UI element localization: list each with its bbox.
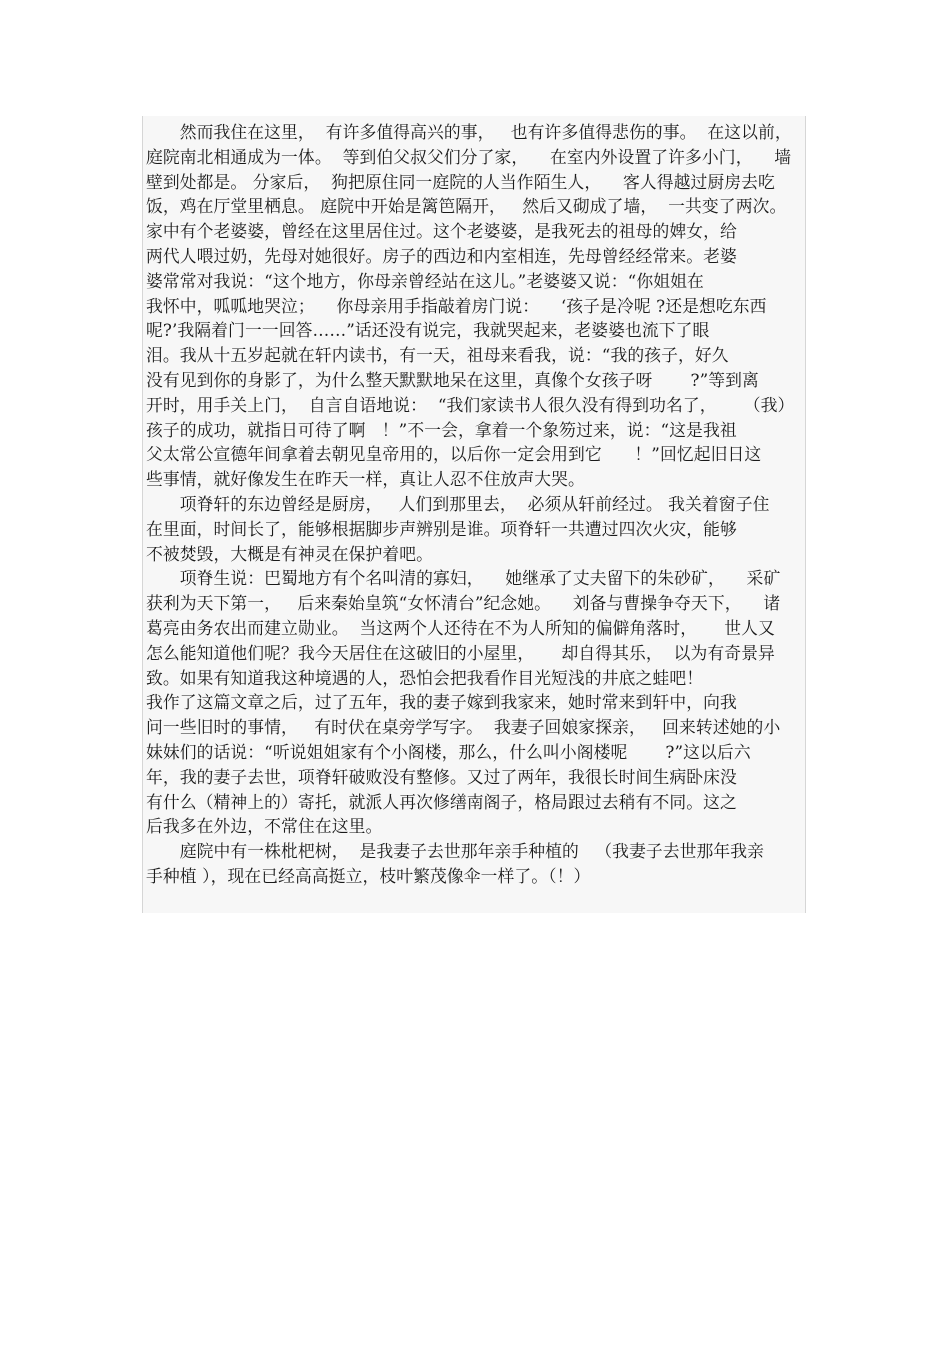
text-box	[142, 116, 806, 913]
text-line: 有什么（精神上的）寄托，就派人再次修缮南阁子，格局跟过去稍有不同。这之	[146, 791, 737, 812]
text-line: 项脊轩的东边曾经是厨房， 人们到那里去， 必须从轩前经过。 我关着窗子住	[146, 493, 770, 514]
text-line: 我怀中，呱呱地哭泣； 你母亲用手指敲着房门说： ‘孩子是冷呢 ?还是想吃东西	[146, 295, 767, 316]
text-line: 手种植 ），现在已经高高挺立，枝叶繁茂像伞一样了。（！）	[146, 865, 591, 886]
text-line: 问一些旧时的事情， 有时伏在桌旁学写字。 我妻子回娘家探亲， 回来转述她的小	[146, 717, 781, 738]
text-line: 饭，鸡在厅堂里栖息。 庭院中开始是篱笆隔开， 然后又砌成了墙， 一共变了两次。	[146, 196, 787, 217]
text-line: 孩子的成功，就指日可待了啊 ！”不一会，拿着一个象笏过来，说：“这是我祖	[146, 419, 737, 440]
text-line: 致。如果有知道我这种境遇的人，恐怕会把我看作目光短浅的井底之蛙吧！	[146, 667, 704, 688]
text-line: 些事情，就好像发生在昨天一样，真让人忍不住放声大哭。	[146, 469, 585, 490]
text-line: 两代人喂过奶，先母对她很好。房子的西边和内室相连，先母曾经经常来。老婆	[146, 245, 737, 266]
text-line: 泪。我从十五岁起就在轩内读书，有一天，祖母来看我，说：“我的孩子，好久	[146, 345, 729, 366]
text-line: 在里面，时间长了，能够根据脚步声辨别是谁。项脊轩一共遭过四次火灾，能够	[146, 518, 737, 539]
text-line: 婆常常对我说：“这个地方，你母亲曾经站在这儿。”老婆婆又说：“你姐姐在	[146, 270, 704, 291]
text-line: 获利为天下第一， 后来秦始皇筑“女怀清台”纪念她。 刘备与曹操争夺天下， 诸	[146, 593, 781, 614]
text-line: 没有见到你的身影了，为什么整天默默地呆在这里，真像个女孩子呀 ?”等到离	[146, 369, 759, 390]
text-line: 庭院中有一株枇杷树， 是我妻子去世那年亲手种植的 （我妻子去世那年我亲	[146, 841, 765, 862]
text-line: 怎么能知道他们呢？我今天居住在这破旧的小屋里， 却自得其乐， 以为有奇景异	[146, 642, 775, 663]
text-line: 开时，用手关上门， 自言自语地说： “我们家读书人很久没有得到功名了， （我）	[146, 394, 795, 415]
text-line: 妹妹们的话说：“听说姐姐家有个小阁楼，那么，什么叫小阁楼呢 ?”这以后六	[146, 741, 751, 762]
text-line: 家中有个老婆婆，曾经在这里居住过。这个老婆婆，是我死去的祖母的婢女，给	[146, 221, 737, 242]
text-line: 然而我住在这里， 有许多值得高兴的事， 也有许多值得悲伤的事。 在这以前，	[146, 122, 792, 142]
text-line: 我作了这篇文章之后，过了五年，我的妻子嫁到我家来，她时常来到轩中，向我	[146, 692, 737, 713]
text-line: 后我多在外边，不常住在这里。	[146, 816, 383, 837]
text-line: 项脊生说：巴蜀地方有个名叫清的寡妇， 她继承了丈夫留下的朱砂矿， 采矿	[146, 568, 781, 589]
text-line: 壁到处都是。 分家后， 狗把原住同一庭院的人当作陌生人， 客人得越过厨房去吃	[146, 171, 775, 192]
text-line: 庭院南北相通成为一体。 等到伯父叔父们分了家， 在室内外设置了许多小门， 墙	[146, 146, 792, 167]
text-line: 呢?’我隔着门一一回答……”话还没有说完，我就哭起来，老婆婆也流下了眼	[146, 320, 710, 341]
text-line: 不被焚毁，大概是有神灵在保护着吧。	[146, 543, 433, 564]
text-line: 年，我的妻子去世，项脊轩破败没有整修。又过了两年，我很长时间生病卧床没	[146, 766, 737, 787]
text-line: 父太常公宣德年间拿着去朝见皇帝用的，以后你一定会用到它 ！”回忆起旧日这	[146, 444, 762, 465]
text-line: 葛亮由务农出而建立勋业。 当这两个人还待在不为人所知的偏僻角落时， 世人又	[146, 617, 775, 638]
